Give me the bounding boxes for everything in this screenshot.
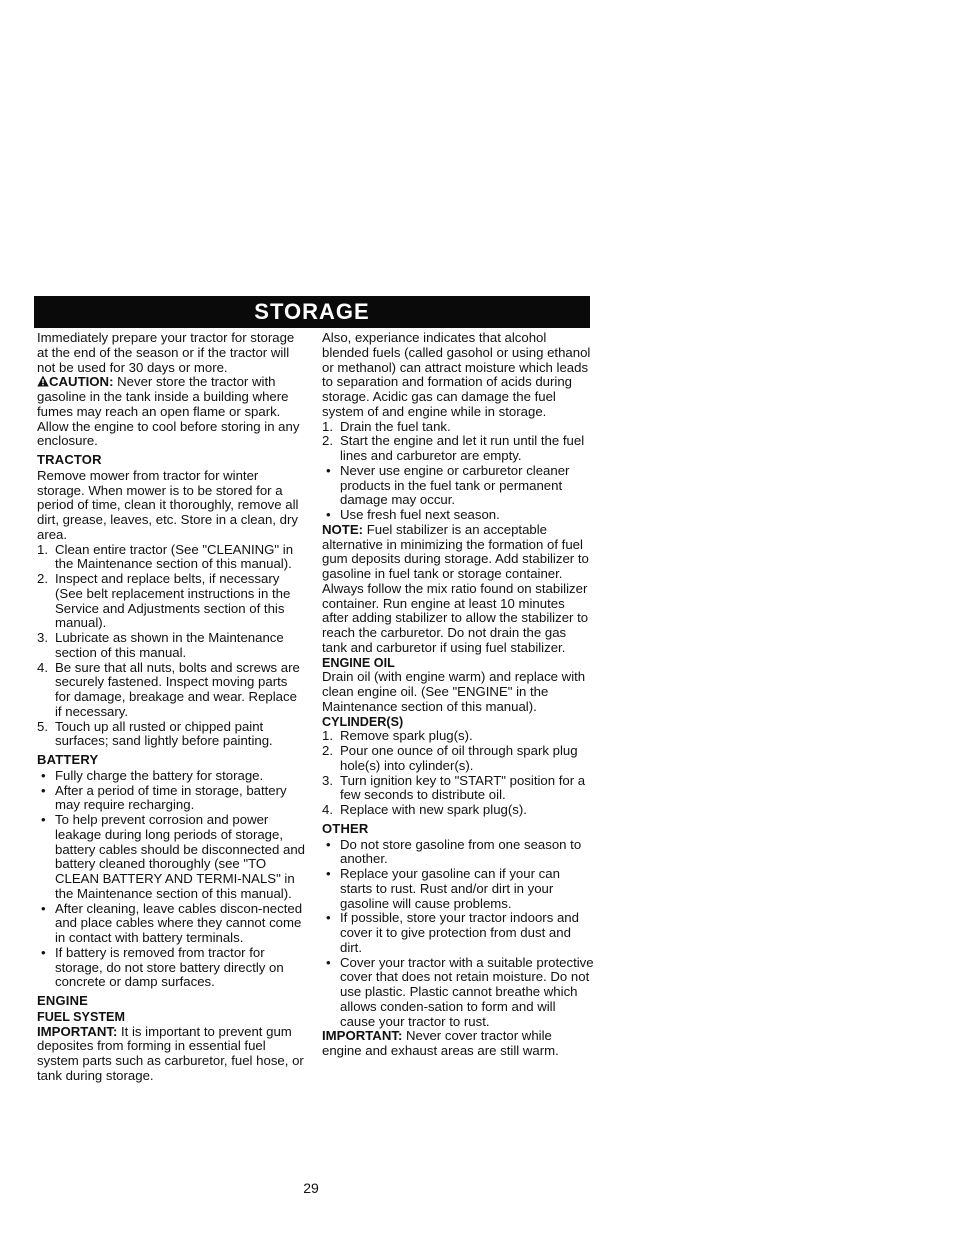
step-text: Clean entire tractor (See "CLEANING" in the Maintenance section of this manual).: [55, 541, 294, 572]
bullet-icon: •: [41, 944, 46, 960]
bullet-icon: •: [326, 462, 331, 478]
step-text: Drain the fuel tank.: [340, 418, 451, 434]
step-number: 2.: [37, 571, 48, 586]
bullet-icon: •: [326, 836, 331, 852]
list-item: [322, 420, 594, 435]
step-number: 1.: [322, 728, 333, 744]
step-text: Touch up all rusted or chipped paint surfaces; sand lightly before painting.: [55, 718, 273, 749]
other-important-paragraph: [322, 1029, 594, 1059]
step-number: 3.: [322, 772, 333, 788]
important-text: It is important to prevent gum deposites from forming in essential fuel system parts such as carburetor, fuel hose, or tank during storage.: [37, 1023, 304, 1083]
step-text: Lubricate as shown in the Maintenance section of this manual.: [55, 630, 284, 660]
list-item: [322, 956, 594, 1030]
note-label: NOTE:: [322, 521, 364, 537]
cylinder-steps: [322, 729, 594, 818]
list-item: [37, 543, 305, 573]
alcohol-fuel-paragraph: Also, experiance indicates that alcohol blended fuels (called gasohol or using ethanol or methanol) can attract moisture which leads to separation and formation of acids during storage. Acidic gas can damage the fuel system of and engine while in storage.: [322, 330, 591, 419]
fuel-bullets: [322, 464, 594, 523]
step-number: 3.: [37, 630, 48, 645]
list-item: [37, 813, 305, 902]
other-list: [322, 838, 594, 1030]
fuel-steps: [322, 420, 594, 464]
list-item: [37, 631, 305, 661]
list-item: [322, 744, 594, 774]
fuel-system-heading: FUEL SYSTEM: [37, 1009, 125, 1024]
step-text: Start the engine and let it run until the fuel lines and carburetor are empty.: [340, 433, 585, 463]
bullet-icon: •: [41, 767, 46, 783]
item-text: Cover your tractor with a suitable protective cover that does not retain moisture. Do not use plastic. Plastic cannot breathe which allows conden-sation to form and will cause your tractor to rust.: [340, 954, 594, 1029]
fuel-important-paragraph: [37, 1025, 305, 1084]
step-number: 4.: [322, 802, 333, 817]
bullet-icon: •: [41, 900, 46, 916]
note-paragraph: [322, 523, 594, 656]
cylinders-heading: CYLINDER(S): [322, 714, 404, 729]
item-text: Do not store gasoline from one season to another.: [340, 836, 582, 867]
bullet-icon: •: [326, 507, 331, 522]
warning-triangle-icon: [37, 375, 49, 387]
important-label: IMPORTANT:: [37, 1023, 118, 1039]
bullet-icon: •: [326, 866, 331, 881]
tractor-heading: TRACTOR: [37, 452, 102, 467]
bullet-icon: •: [41, 782, 46, 798]
list-item: [37, 784, 305, 814]
caution-text: Never store the tractor with gasoline in the tank inside a building where fumes may reach an open flame or spark. Allow the engine to cool before storing in any enclosure.: [37, 374, 300, 449]
list-item: [37, 572, 305, 631]
item-text: To help prevent corrosion and power leakage during long periods of storage, battery cables should be disconnected and battery cleaned thoroughly (see "TO CLEAN BATTERY AND TERMI-NALS" in the Maintenance section of this manual).: [55, 812, 306, 901]
list-item: [322, 803, 594, 818]
important-label: IMPORTANT:: [322, 1028, 403, 1044]
step-text: Be sure that all nuts, bolts and screws are securely fastened. Inspect moving parts for damage, breakage and wear. Replace if necessary.: [55, 659, 300, 719]
left-column: [37, 331, 305, 1084]
tractor-steps: [37, 543, 305, 750]
list-item: [37, 720, 305, 750]
step-number: 1.: [37, 541, 48, 557]
right-column: [322, 331, 594, 1059]
item-text: If possible, store your tractor indoors and cover it to give protection from dust and dirt.: [340, 910, 579, 955]
note-text: Fuel stabilizer is an acceptable alternative in minimizing the formation of fuel gum deposits during storage. Add stabilizer to gasoline in fuel tank or storage container. Always follow the mix ratio found on stabilizer container. Run engine at least 10 minutes after adding stabilizer to allow the stabilizer to reach the carburetor. Do not drain the gas tank and carburetor if using fuel stabilizer.: [322, 521, 589, 655]
caution-label: CAUTION:: [49, 374, 114, 390]
battery-heading: BATTERY: [37, 752, 99, 767]
step-number: 4.: [37, 659, 48, 675]
list-item: [322, 464, 594, 508]
bullet-icon: •: [41, 812, 46, 827]
list-item: [322, 508, 594, 523]
item-text: Never use engine or carburetor cleaner products in the fuel tank or permanent damage may occur.: [340, 462, 570, 508]
engine-oil-heading: ENGINE OIL: [322, 655, 395, 670]
step-number: 1.: [322, 418, 333, 434]
list-item: [37, 902, 305, 946]
step-text: Replace with new spark plug(s).: [340, 802, 527, 817]
step-number: 2.: [322, 743, 333, 758]
list-item: [322, 434, 594, 464]
other-heading: OTHER: [322, 820, 369, 836]
item-text: Fully charge the battery for storage.: [55, 767, 264, 783]
list-item: [37, 661, 305, 720]
list-item: [322, 867, 594, 911]
step-text: Inspect and replace belts, if necessary (See belt replacement instructions in the Service and Adjustments section of this manual).: [55, 571, 291, 631]
step-text: Turn ignition key to "START" position for a few seconds to distribute oil.: [340, 772, 586, 803]
item-text: After cleaning, leave cables discon-nected and place cables where they cannot come in contact with battery terminals.: [55, 900, 303, 945]
step-text: Pour one ounce of oil through spark plug hole(s) into cylinder(s).: [340, 743, 578, 773]
tractor-text: Remove mower from tractor for winter storage. When mower is to be stored for a period of time, clean it thoroughly, remove all dirt, grease, leaves, etc. Store in a clean, dry area.: [37, 467, 299, 542]
item-text: Use fresh fuel next season.: [340, 507, 500, 522]
bullet-icon: •: [326, 954, 331, 970]
list-item: [322, 774, 594, 804]
intro-paragraph: Immediately prepare your tractor for storage at the end of the season or if the tractor will not be used for 30 days or more.: [37, 330, 295, 375]
important-text: Never cover tractor while engine and exhaust areas are still warm.: [322, 1028, 559, 1058]
item-text: Replace your gasoline can if your can starts to rust. Rust and/or dirt in your gasoline will cause problems.: [340, 866, 560, 911]
step-text: Remove spark plug(s).: [340, 728, 473, 744]
engine-heading: ENGINE: [37, 993, 89, 1008]
bullet-icon: •: [326, 910, 331, 926]
item-text: After a period of time in storage, battery may require recharging.: [55, 782, 287, 813]
list-item: [322, 729, 594, 744]
section-banner: STORAGE: [34, 296, 590, 328]
battery-list: [37, 769, 305, 990]
page-number: 29: [303, 1180, 319, 1196]
engine-oil-text: Drain oil (with engine warm) and replace with clean engine oil. (See "ENGINE" in the Maintenance section of this manual).: [322, 669, 586, 714]
item-text: If battery is removed from tractor for storage, do not store battery directly on concrete or damp surfaces.: [55, 944, 284, 990]
list-item: [37, 769, 305, 784]
list-item: [322, 911, 594, 955]
caution-paragraph: [37, 375, 305, 449]
list-item: [37, 946, 305, 990]
list-item: [322, 838, 594, 868]
step-number: 5.: [37, 718, 48, 734]
step-number: 2.: [322, 433, 333, 449]
